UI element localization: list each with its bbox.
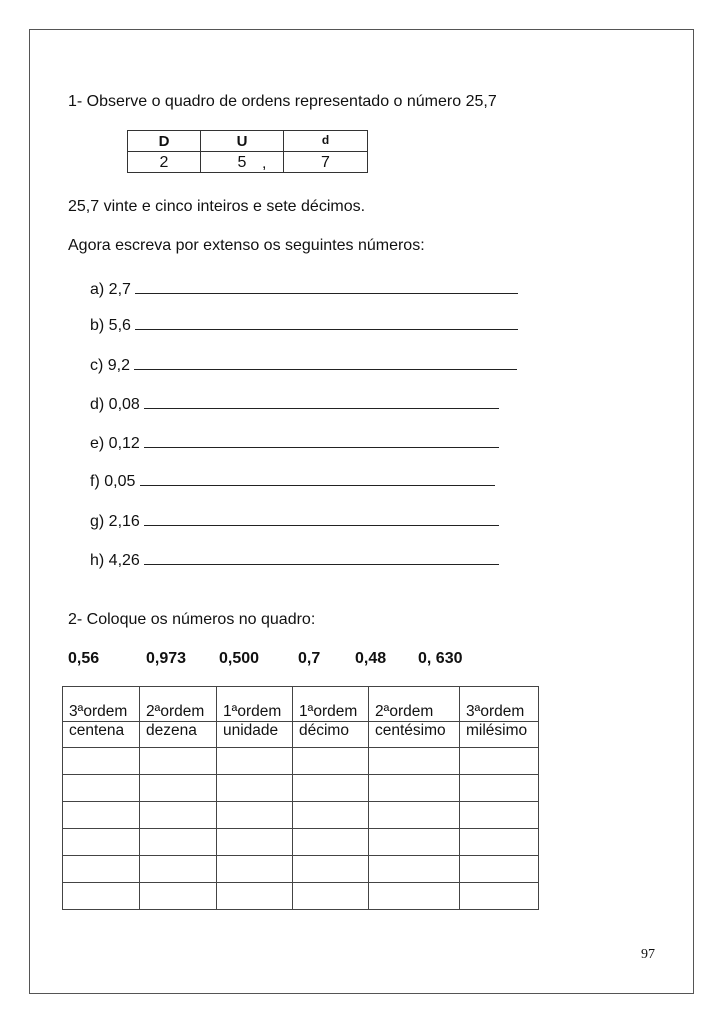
answer-cell[interactable] (460, 856, 539, 883)
answer-cell[interactable] (369, 775, 460, 802)
answer-cell[interactable] (369, 748, 460, 775)
answer-cell[interactable] (140, 829, 217, 856)
item-label: a) 2,7 (90, 281, 131, 298)
order-name: dezena (140, 722, 217, 748)
number-5: 0, 630 (418, 650, 463, 667)
number-0: 0,56 (68, 650, 100, 667)
list-item (90, 394, 499, 415)
answer-cell[interactable] (140, 775, 217, 802)
answer-cell[interactable] (217, 802, 293, 829)
list-item (90, 471, 495, 492)
answer-line[interactable] (144, 511, 499, 526)
table-row (63, 856, 539, 883)
number-3: 0,7 (298, 650, 321, 667)
answer-line[interactable] (144, 394, 499, 409)
item-label: c) 9,2 (90, 357, 131, 374)
order-name: unidade (217, 722, 293, 748)
answer-cell[interactable] (63, 856, 140, 883)
list-item (90, 315, 518, 336)
list-item (90, 550, 499, 571)
list-item (90, 279, 518, 300)
answer-cell[interactable] (63, 829, 140, 856)
answer-cell[interactable] (140, 748, 217, 775)
item-label: g) 2,16 (90, 513, 140, 530)
value-decimo: 7 (284, 152, 368, 173)
order-header: 1ªordem (217, 703, 293, 722)
answer-cell[interactable] (140, 856, 217, 883)
answer-cell[interactable] (63, 883, 140, 910)
answer-cell[interactable] (217, 748, 293, 775)
order-header: 3ªordem (63, 703, 140, 722)
answer-cell[interactable] (460, 802, 539, 829)
answer-cell[interactable] (217, 856, 293, 883)
table-row (63, 829, 539, 856)
answer-cell[interactable] (293, 883, 369, 910)
order-name: milésimo (460, 722, 539, 748)
order-name: centésimo (369, 722, 460, 748)
order-header: 1ªordem (293, 703, 369, 722)
answer-cell[interactable] (140, 802, 217, 829)
number-2: 0,500 (219, 650, 260, 667)
order-header: 2ªordem (140, 703, 217, 722)
header-decimo: d (321, 132, 330, 147)
answer-cell[interactable] (369, 802, 460, 829)
item-label: h) 4,26 (90, 552, 140, 569)
item-label: e) 0,12 (90, 435, 140, 452)
answer-cell[interactable] (460, 883, 539, 910)
header-unidade: U (201, 131, 284, 152)
answer-cell[interactable] (293, 856, 369, 883)
list-item (90, 433, 499, 454)
header-dezena: D (128, 131, 201, 152)
answer-cell[interactable] (63, 802, 140, 829)
answer-cell[interactable] (63, 775, 140, 802)
order-name: centena (63, 722, 140, 748)
example-text: 25,7 vinte e cinco inteiros e sete décimos. (68, 198, 366, 215)
answer-line[interactable] (144, 433, 499, 448)
answer-line[interactable] (134, 355, 517, 370)
answer-cell[interactable] (140, 883, 217, 910)
list-item (90, 511, 499, 532)
answer-cell[interactable] (217, 829, 293, 856)
answer-line[interactable] (140, 471, 495, 486)
place-value-table (127, 130, 368, 173)
item-label: d) 0,08 (90, 396, 140, 413)
number-4: 0,48 (355, 650, 387, 667)
number-1: 0,973 (146, 650, 187, 667)
item-label: b) 5,6 (90, 317, 131, 334)
table-row (63, 883, 539, 910)
answer-cell[interactable] (217, 883, 293, 910)
table-row (63, 748, 539, 775)
answer-line[interactable] (135, 279, 518, 294)
order-header: 2ªordem (369, 703, 460, 722)
answer-cell[interactable] (217, 775, 293, 802)
orders-table (62, 686, 539, 910)
question-2-title: 2- Coloque os números no quadro: (68, 611, 316, 628)
answer-line[interactable] (135, 315, 518, 330)
answer-cell[interactable] (369, 883, 460, 910)
answer-cell[interactable] (293, 802, 369, 829)
answer-cell[interactable] (293, 748, 369, 775)
answer-cell[interactable] (293, 829, 369, 856)
answer-cell[interactable] (460, 748, 539, 775)
list-item (90, 355, 517, 376)
page-number: 97 (641, 947, 655, 962)
answer-cell[interactable] (460, 829, 539, 856)
question-1-title: 1- Observe o quadro de ordens representado o número 25,7 (68, 93, 497, 110)
decimal-comma: , (262, 155, 267, 172)
answer-cell[interactable] (293, 775, 369, 802)
order-name: décimo (293, 722, 369, 748)
item-label: f) 0,05 (90, 473, 136, 490)
answer-cell[interactable] (63, 748, 140, 775)
order-header: 3ªordem (460, 703, 539, 722)
value-unidade: 5 (237, 153, 247, 171)
answer-cell[interactable] (369, 856, 460, 883)
instruction-text: Agora escreva por extenso os seguintes números: (68, 237, 425, 254)
table-row (63, 775, 539, 802)
value-dezena: 2 (128, 152, 201, 173)
answer-cell[interactable] (460, 775, 539, 802)
table-row (63, 802, 539, 829)
answer-line[interactable] (144, 550, 499, 565)
answer-cell[interactable] (369, 829, 460, 856)
